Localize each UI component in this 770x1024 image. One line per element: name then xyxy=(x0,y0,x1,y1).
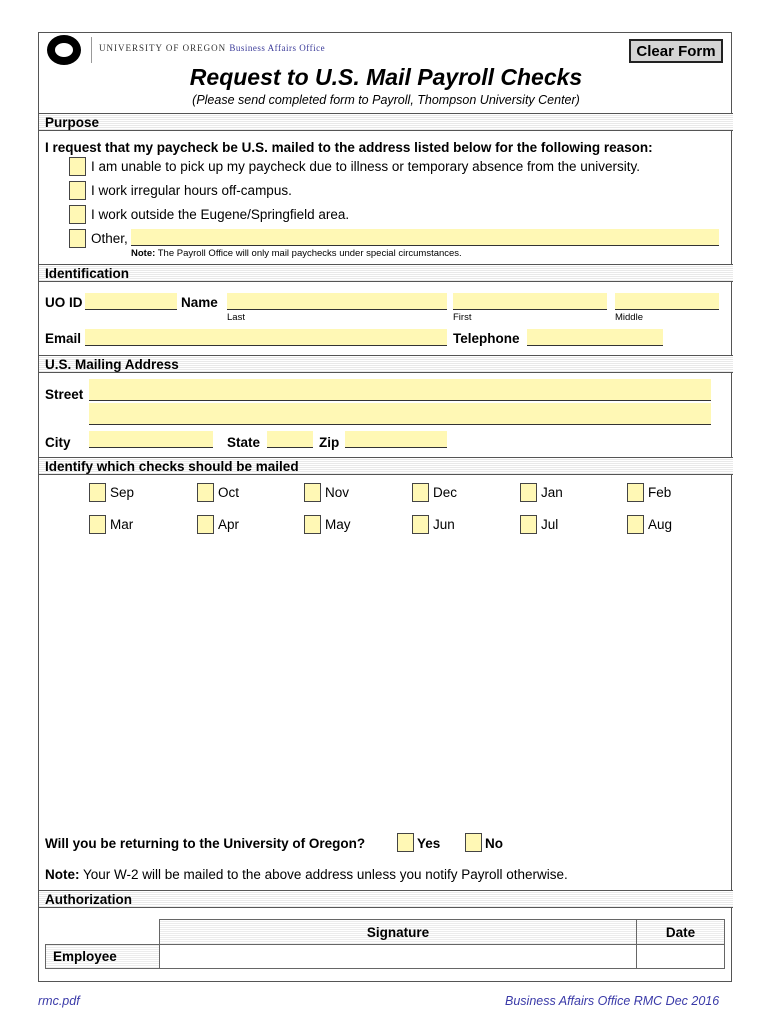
logo-wordmark xyxy=(99,43,325,53)
month-may-checkbox[interactable] xyxy=(304,515,321,534)
employee-signature-field[interactable] xyxy=(159,944,637,969)
identification-section-header: Identification xyxy=(39,264,733,282)
state-input[interactable] xyxy=(267,431,313,448)
street-label: Street xyxy=(45,387,84,402)
first-name-input[interactable] xyxy=(453,293,607,310)
form-subtitle: (Please send completed form to Payroll, Thompson University Center) xyxy=(192,93,580,107)
clear-form-button[interactable]: Clear Form xyxy=(629,39,723,63)
month-jan-label: Jan xyxy=(541,485,563,500)
signature-table xyxy=(45,919,725,969)
reason-outside-area-checkbox[interactable] xyxy=(69,205,86,224)
month-apr-checkbox[interactable] xyxy=(197,515,214,534)
purpose-note-text: The Payroll Office will only mail paychecks under special circumstances. xyxy=(157,248,462,259)
footer-revision: Business Affairs Office RMC Dec 2016 xyxy=(505,994,720,1008)
checks-section-header: Identify which checks should be mailed xyxy=(39,457,733,475)
returning-question: Will you be returning to the University of Oregon? xyxy=(45,836,366,851)
university-name: UNIVERSITY OF OREGON xyxy=(99,43,227,53)
office-name: Business Affairs Office xyxy=(229,43,326,53)
month-mar-checkbox[interactable] xyxy=(89,515,106,534)
middle-caption: Middle xyxy=(615,312,643,323)
reason-outside-area-label: I work outside the Eugene/Springfield area. xyxy=(91,207,350,222)
first-caption: First xyxy=(453,312,472,323)
returning-yes-label: Yes xyxy=(417,836,441,851)
w2-note-text: Your W-2 will be mailed to the above address unless you notify Payroll otherwise. xyxy=(83,867,568,882)
month-jul-label: Jul xyxy=(541,517,559,532)
city-input[interactable] xyxy=(89,431,213,448)
reason-other-label: Other, xyxy=(91,231,128,246)
month-feb-label: Feb xyxy=(648,485,672,500)
purpose-note-label: Note: xyxy=(131,248,156,259)
month-aug-checkbox[interactable] xyxy=(627,515,644,534)
footer-filename: rmc.pdf xyxy=(38,994,80,1008)
employee-date-field[interactable] xyxy=(636,944,725,969)
purpose-note xyxy=(131,248,462,259)
month-jun-checkbox[interactable] xyxy=(412,515,429,534)
zip-label: Zip xyxy=(319,435,340,450)
uo-logo-icon xyxy=(47,35,81,65)
month-nov-label: Nov xyxy=(325,485,350,500)
email-label: Email xyxy=(45,331,82,346)
month-mar-label: Mar xyxy=(110,517,134,532)
purpose-section-header: Purpose xyxy=(39,113,733,131)
last-name-input[interactable] xyxy=(227,293,447,310)
month-may-label: May xyxy=(325,517,351,532)
w2-note-label: Note: xyxy=(45,867,80,882)
w2-note xyxy=(45,867,568,882)
date-column-header: Date xyxy=(636,919,725,945)
month-jun-label: Jun xyxy=(433,517,455,532)
street-line2-input[interactable] xyxy=(89,403,711,425)
month-dec-label: Dec xyxy=(433,485,458,500)
month-oct-checkbox[interactable] xyxy=(197,483,214,502)
telephone-input[interactable] xyxy=(527,329,663,346)
returning-no-checkbox[interactable] xyxy=(465,833,482,852)
purpose-intro: I request that my paycheck be U.S. mailed to the address listed below for the following reason: xyxy=(45,140,653,155)
returning-no-label: No xyxy=(485,836,503,851)
reason-irregular-hours-checkbox[interactable] xyxy=(69,181,86,200)
reason-illness-label: I am unable to pick up my paycheck due to illness or temporary absence from the university. xyxy=(91,159,641,174)
form-page xyxy=(38,32,732,982)
reason-other-checkbox[interactable] xyxy=(69,229,86,248)
month-sep-checkbox[interactable] xyxy=(89,483,106,502)
month-aug-label: Aug xyxy=(648,517,673,532)
reason-illness-checkbox[interactable] xyxy=(69,157,86,176)
email-input[interactable] xyxy=(85,329,447,346)
month-oct-label: Oct xyxy=(218,485,240,500)
mailing-address-section-header: U.S. Mailing Address xyxy=(39,355,733,373)
logo-divider xyxy=(91,37,92,63)
month-nov-checkbox[interactable] xyxy=(304,483,321,502)
returning-yes-checkbox[interactable] xyxy=(397,833,414,852)
signature-column-header: Signature xyxy=(159,919,637,945)
reason-irregular-hours-label: I work irregular hours off-campus. xyxy=(91,183,292,198)
street-line1-input[interactable] xyxy=(89,379,711,401)
middle-name-input[interactable] xyxy=(615,293,719,310)
form-title: Request to U.S. Mail Payroll Checks xyxy=(189,64,583,90)
last-caption: Last xyxy=(227,312,245,323)
month-jan-checkbox[interactable] xyxy=(520,483,537,502)
employee-row-label: Employee xyxy=(45,944,160,969)
month-sep-label: Sep xyxy=(110,485,135,500)
city-label: City xyxy=(45,435,71,450)
name-label: Name xyxy=(181,295,218,310)
month-feb-checkbox[interactable] xyxy=(627,483,644,502)
uoid-label: UO ID xyxy=(45,295,83,310)
month-apr-label: Apr xyxy=(218,517,240,532)
reason-other-input[interactable] xyxy=(131,229,719,246)
zip-input[interactable] xyxy=(345,431,447,448)
month-dec-checkbox[interactable] xyxy=(412,483,429,502)
telephone-label: Telephone xyxy=(453,331,520,346)
authorization-section-header: Authorization xyxy=(39,890,733,908)
month-jul-checkbox[interactable] xyxy=(520,515,537,534)
uoid-input[interactable] xyxy=(85,293,177,310)
state-label: State xyxy=(227,435,261,450)
